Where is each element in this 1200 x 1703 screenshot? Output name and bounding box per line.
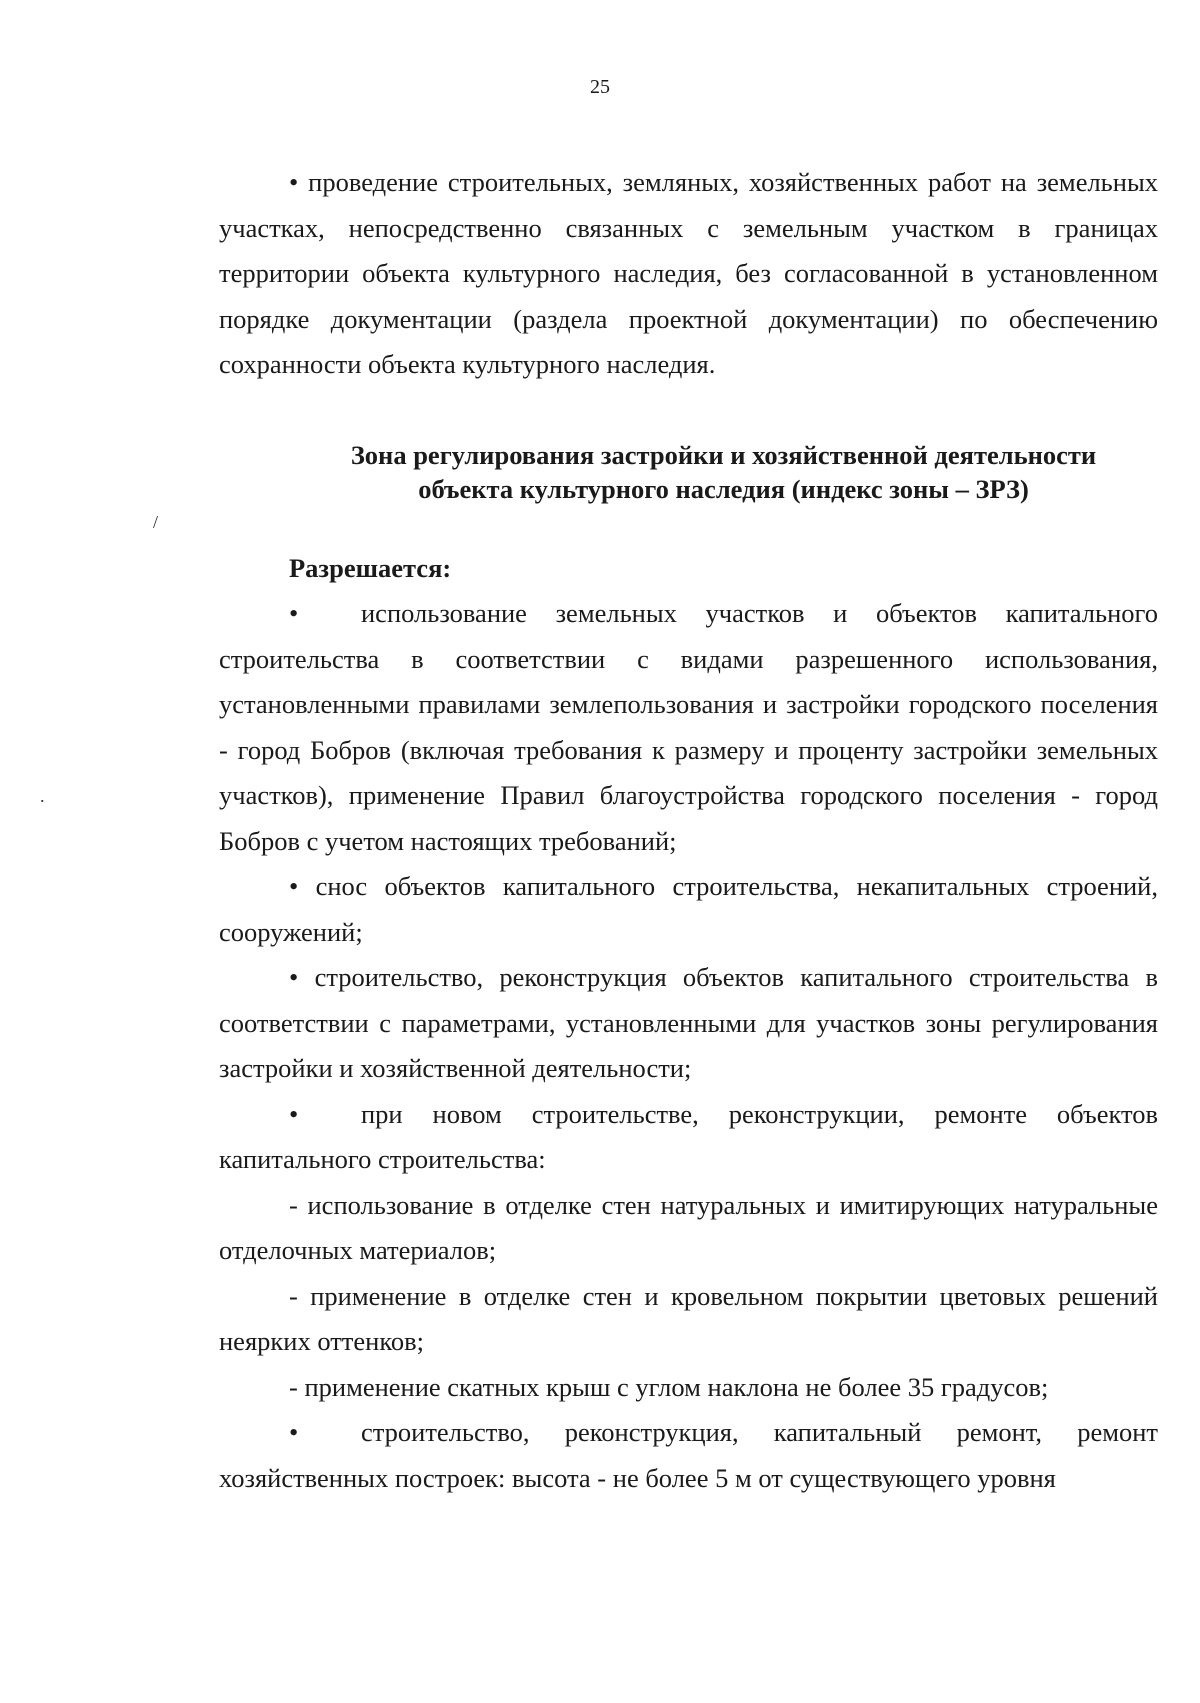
stray-mark-slash: /: [153, 512, 159, 532]
list-item-new-construction: [219, 1092, 1158, 1183]
section-title-line-1: Зона регулирования застройки и хозяйственной деятельности: [350, 439, 1097, 470]
sub-item-pitched-roofs: - применение скатных крыш с углом наклона не более 35 градусов;: [289, 1371, 1049, 1402]
bullet-icon: •: [289, 1417, 299, 1447]
list-item-demolition: • снос объектов капитального строительства, некапитальных строений, сооружений;: [219, 871, 1158, 947]
page-number: 25: [590, 76, 610, 98]
list-item-outbuildings: [219, 1410, 1158, 1501]
sub-item-wall-finishing: - использование в отделке стен натуральных и имитирующих натуральные отделочных материалов;: [219, 1189, 1158, 1265]
section-title: [219, 438, 1158, 506]
document-body: [219, 160, 1158, 1501]
sub-item-color-solutions: - применение в отделке стен и кровельном покрытии цветовых решений неярких оттенков;: [219, 1280, 1158, 1356]
bullet-icon: •: [289, 1098, 299, 1129]
allowed-label: Разрешается:: [289, 552, 452, 583]
list-item-text: использование земельных участков и объектов капитального строительства в соответствии с видами разрешенного использования, установленными правилами землепользования и застройки городского поселения - город Бобров (включая требования к размеру и проценту застройки земельных участков), применение Правил благоустройства городского поселения - город Бобров с учетом настоящих требований;: [219, 598, 1158, 856]
intro-list-item: • проведение строительных, земляных, хозяйственных работ на земельных участках, непосредственно связанных с земельным участком в границах территории объекта культурного наследия, без согласованной в установленном порядке документации (раздела проектной документации) по обеспечению сохранности объекта культурного наследия.: [219, 167, 1158, 379]
bullet-icon: •: [289, 598, 299, 628]
list-item-land-use: [219, 591, 1158, 864]
list-item-text: при новом строительстве, реконструкции, ремонте объектов капитального строительства:: [219, 1098, 1158, 1174]
stray-mark-dot: .: [40, 786, 45, 806]
list-item-construction: • строительство, реконструкция объектов капитального строительства в соответствии с параметрами, установленными для участков зоны регулирования застройки и хозяйственной деятельности;: [219, 962, 1158, 1083]
section-title-line-2: объекта культурного наследия (индекс зоны – ЗРЗ): [418, 473, 1029, 504]
list-item-text: строительство, реконструкция, капитальный ремонт, ремонт хозяйственных построек: высота - не более 5 м от существующего уровня: [219, 1417, 1158, 1493]
